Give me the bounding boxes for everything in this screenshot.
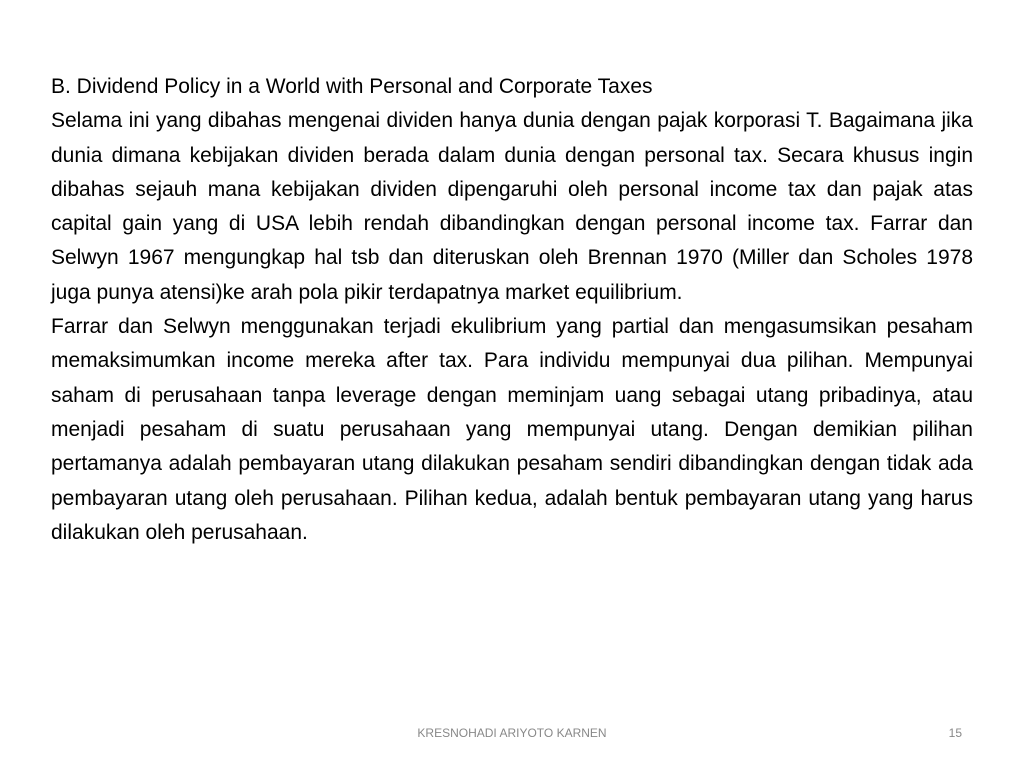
paragraph-1: Selama ini yang dibahas mengenai dividen hanya dunia dengan pajak korporasi T. Bagaimana jika dunia dimana kebijakan dividen berada dalam dunia dengan personal tax. Secara khusus ingin dibahas sejauh mana kebijakan dividen dipengaruhi oleh personal income tax dan pajak atas capital gain yang di USA lebih rendah dibandingkan dengan personal income tax. Farrar dan Selwyn 1967 mengungkap hal tsb dan diteruskan oleh Brennan 1970 (Miller dan Scholes 1978 juga punya atensi)ke arah pola pikir terdapatnya market equilibrium.: [51, 109, 973, 304]
footer-author: KRESNOHADI ARIYOTO KARNEN: [417, 726, 607, 740]
paragraph-2: Farrar dan Selwyn menggunakan terjadi ekulibrium yang partial dan mengasumsikan pesaham memaksimumkan income mereka after tax. Para individu mempunyai dua pilihan. Mempunyai saham di perusahaan tanpa leverage dengan meminjam uang sebagai utang pribadinya, atau menjadi pesaham di suatu perusahaan yang mempunyai utang. Dengan demikian pilihan pertamanya adalah pembayaran utang dilakukan pesaham sendiri dibandingkan dengan tidak ada pembayaran utang oleh perusahaan. Pilihan kedua, adalah bentuk pembayaran utang yang harus dilakukan oleh perusahaan.: [51, 315, 973, 544]
slide-content: [51, 70, 973, 550]
slide-heading: B. Dividend Policy in a World with Personal and Corporate Taxes: [51, 75, 653, 98]
page-number: 15: [948, 726, 962, 740]
